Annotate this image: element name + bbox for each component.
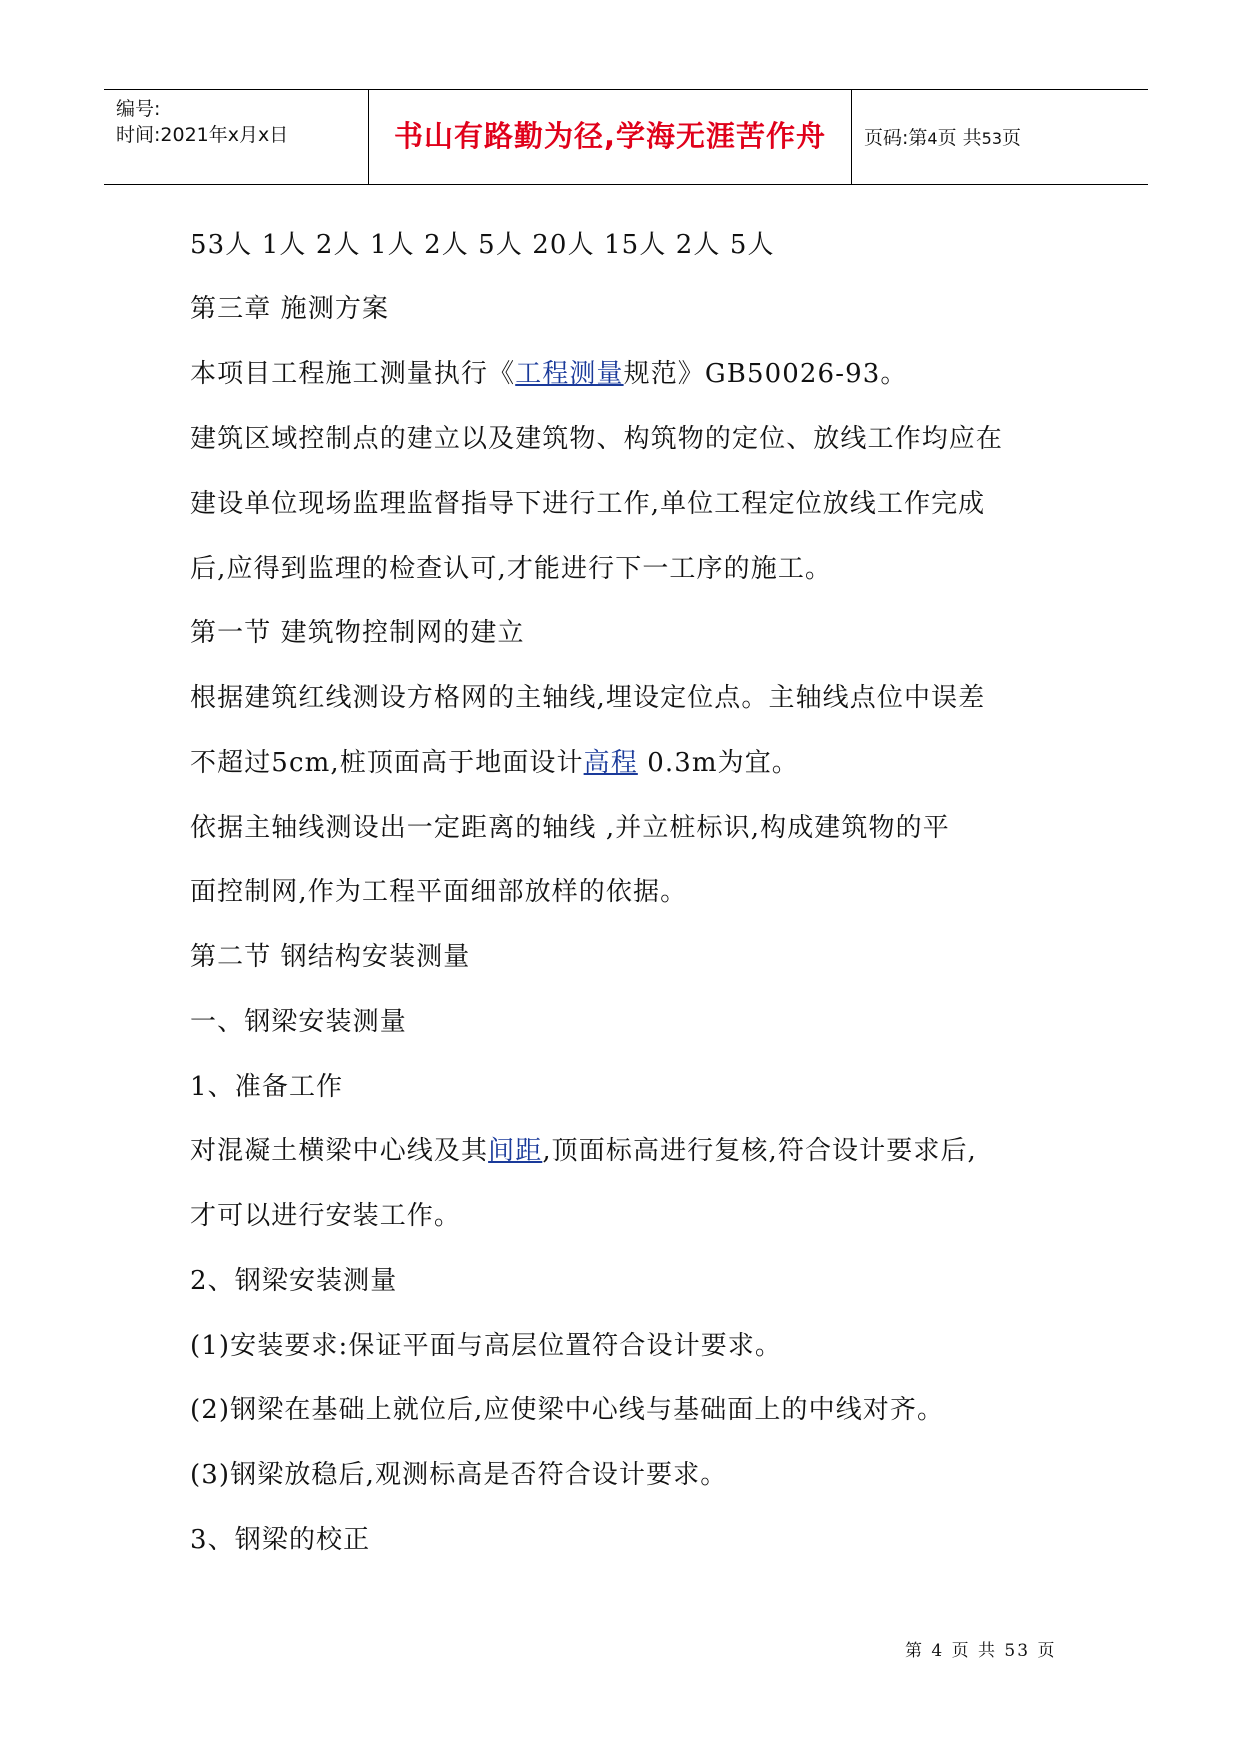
paragraph-line xyxy=(190,1135,977,1167)
sub-item: (3)钢梁放稳后,观测标高是否符合设计要求。 xyxy=(190,1460,728,1490)
page-prefix: 页码:第 xyxy=(864,127,928,149)
paragraph-line xyxy=(190,747,799,779)
header-right-cell xyxy=(852,90,1148,184)
para4-prefix: 对混凝土横梁中心线及其 xyxy=(190,1136,489,1166)
paragraph-line: 依据主轴线测设出一定距离的轴线 ,并立桩标识,构成建筑物的平 xyxy=(190,813,950,843)
staff-counts: 53人 1人 2人 1人 2人 5人 20人 15人 2人 5人 xyxy=(190,230,775,260)
page-suffix: 页 xyxy=(1002,127,1022,149)
page-number: 4 xyxy=(927,129,938,148)
paragraph-line: 根据建筑红线测设方格网的主轴线,埋设定位点。主轴线点位中误差 xyxy=(190,683,986,713)
paragraph-line: 面控制网,作为工程平面细部放样的依据。 xyxy=(190,877,688,907)
time-label: 时间:2021年x月x日 xyxy=(116,124,289,146)
chapter-heading: 第三章 施测方案 xyxy=(190,294,390,324)
page-mid: 页 共 xyxy=(937,127,982,149)
sub-item: (1)安装要求:保证平面与高层位置符合设计要求。 xyxy=(190,1331,782,1361)
paragraph-line: 后,应得到监理的检查认可,才能进行下一工序的施工。 xyxy=(190,554,833,584)
section-heading: 第一节 建筑物控制网的建立 xyxy=(190,618,525,648)
para2-prefix: 不超过5cm,桩顶面高于地面设计 xyxy=(190,748,584,778)
header-page-info xyxy=(864,123,1021,150)
spacing-link[interactable]: 间距 xyxy=(488,1136,543,1166)
list-heading: 一、钢梁安装测量 xyxy=(190,1007,407,1037)
page-footer: 第 4 页 共 53 页 xyxy=(905,1641,1057,1661)
para4-suffix: ,顶面标高进行复核,符合设计要求后, xyxy=(542,1136,977,1166)
spec-suffix: 规范》GB50026-93。 xyxy=(623,359,908,389)
list-item: 1、准备工作 xyxy=(190,1072,344,1102)
section-heading: 第二节 钢结构安装测量 xyxy=(190,942,471,972)
header-left-cell xyxy=(104,90,368,184)
paragraph-line: 建设单位现场监理监督指导下进行工作,单位工程定位放线工作完成 xyxy=(190,489,986,519)
list-item: 3、钢梁的校正 xyxy=(190,1525,371,1555)
list-item: 2、钢梁安装测量 xyxy=(190,1266,398,1296)
header-motto: 书山有路勤为径,学海无涯苦作舟 xyxy=(393,119,827,153)
header-center-cell xyxy=(368,90,852,184)
spec-paragraph xyxy=(190,358,907,390)
elevation-link[interactable]: 高程 xyxy=(583,748,638,778)
paragraph-line: 才可以进行安装工作。 xyxy=(190,1201,462,1231)
paragraph-line: 建筑区域控制点的建立以及建筑物、构筑物的定位、放线工作均应在 xyxy=(190,424,1004,454)
spec-prefix: 本项目工程施工测量执行《 xyxy=(190,359,516,389)
page-total: 53 xyxy=(981,129,1002,148)
para2-suffix: 0.3m为宜。 xyxy=(637,748,799,778)
sub-item: (2)钢梁在基础上就位后,应使梁中心线与基础面上的中线对齐。 xyxy=(190,1395,945,1425)
serial-label: 编号: xyxy=(116,98,161,120)
spec-link[interactable]: 工程测量 xyxy=(515,359,624,389)
page-header xyxy=(104,89,1148,185)
